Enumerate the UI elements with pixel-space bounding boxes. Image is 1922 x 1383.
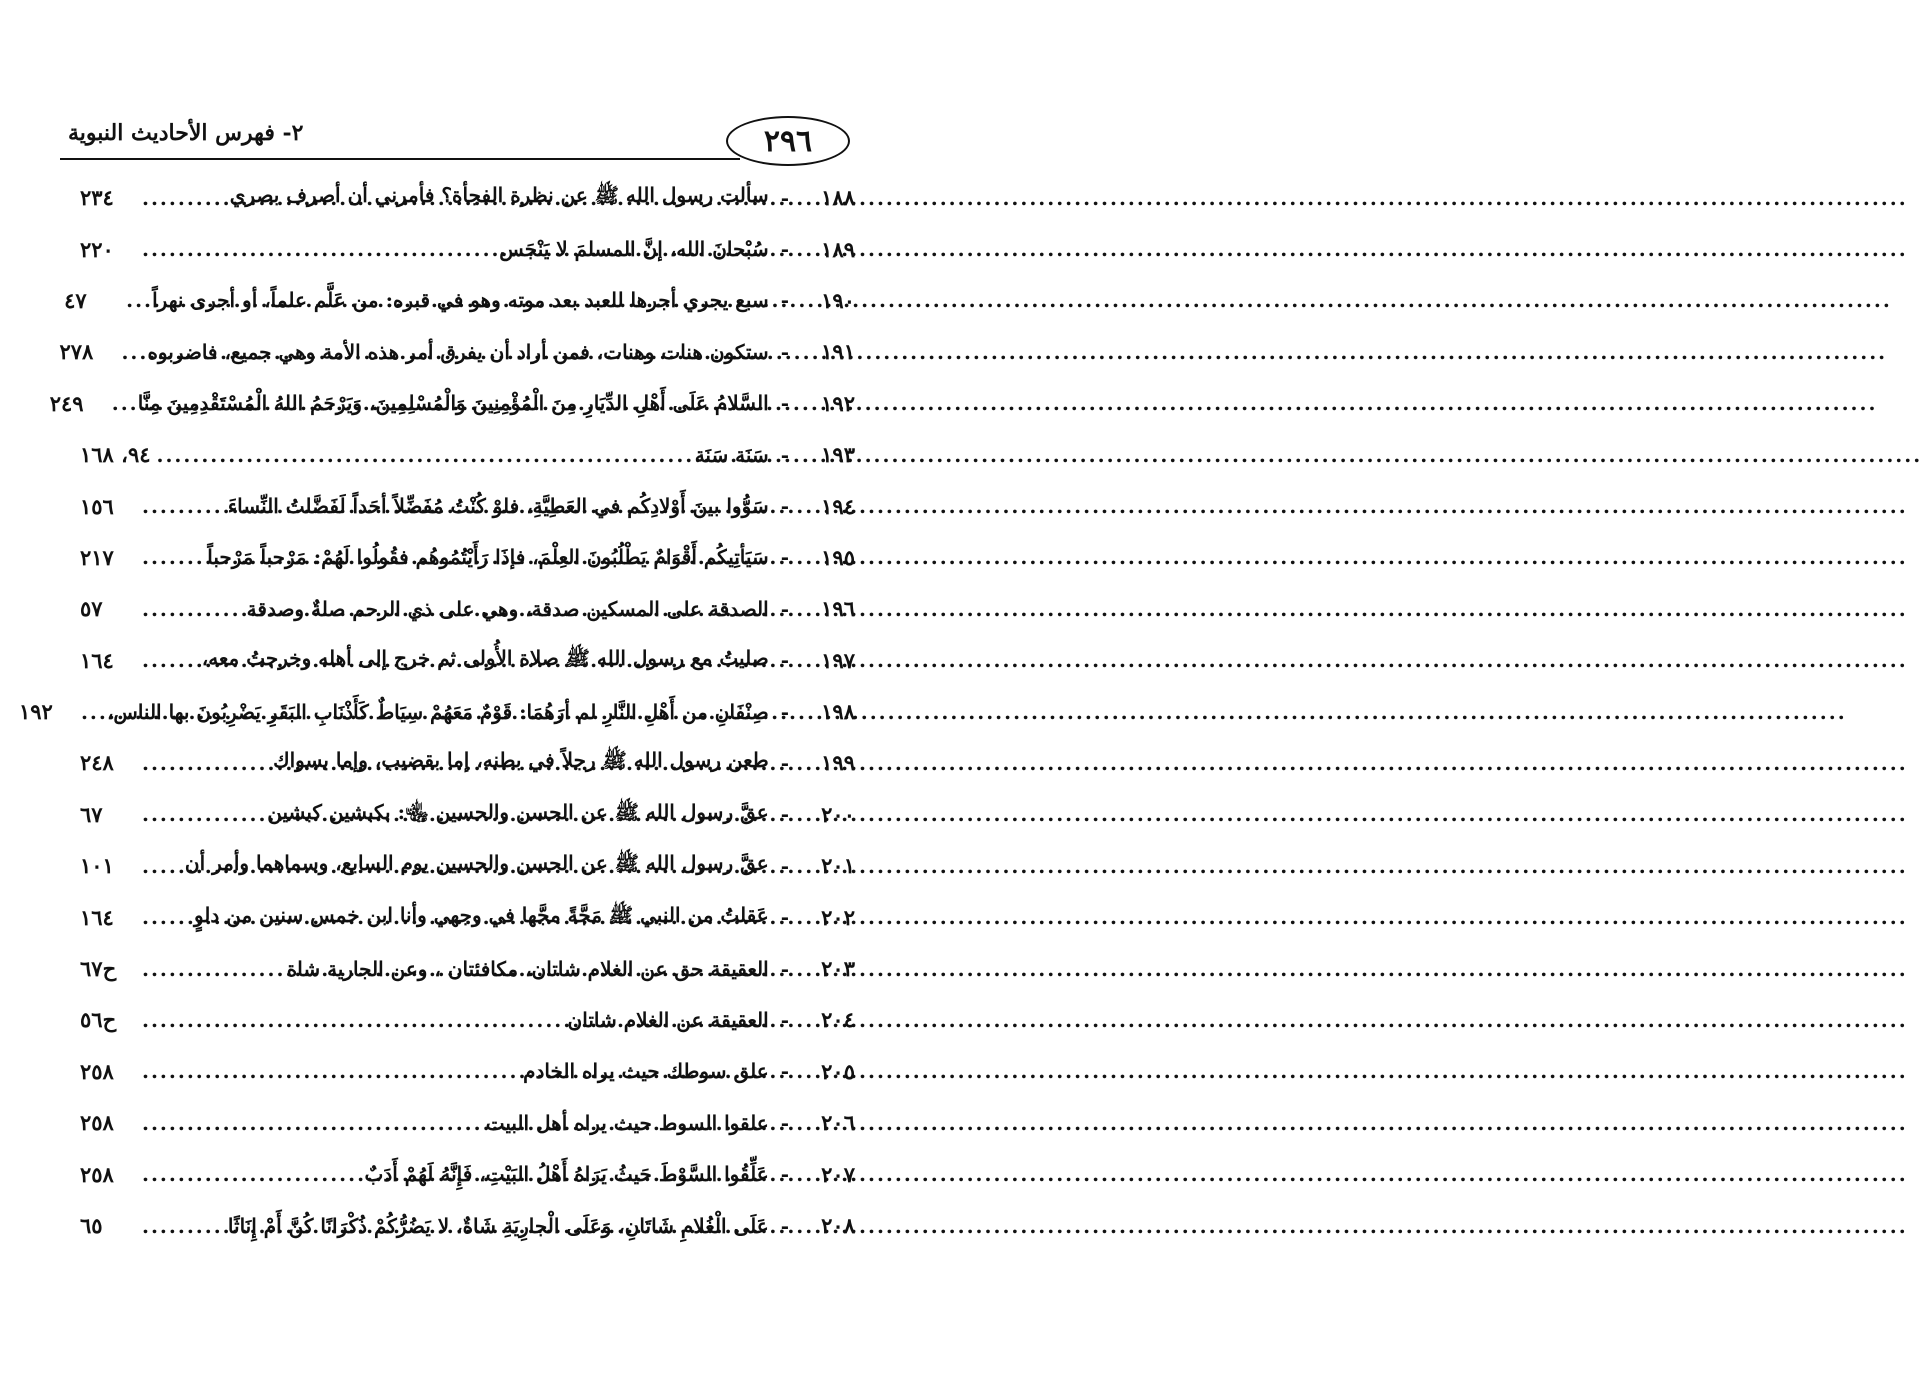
- entry-text: سَنَة سَنَة: [694, 442, 769, 467]
- entry-text: صليتُ مع رسول الله ﷺ صلاة الأُولى ثم خرج إلى أهله وخرجتُ معه،: [201, 645, 769, 670]
- entry-page-ref: ٤٧: [64, 287, 87, 313]
- entry-number: ٢٠٧: [821, 1161, 855, 1187]
- page-header: [60, 108, 850, 168]
- entry-dash: -: [780, 288, 789, 313]
- dot-leader: [142, 905, 188, 929]
- entry-text: عَلَى الْغُلامِ شَاتَانِ، وَعَلَى الْجارِيَةِ شَاةٌ، لا يَضُرُّكُمْ ذُكْرَانًا كُنَّ أَمْ إِنَاثًا: [227, 1213, 769, 1238]
- entry-number: ٢٠٥: [821, 1058, 855, 1084]
- entry-number: ١٨٨: [821, 185, 855, 211]
- index-entry: [80, 789, 855, 840]
- dot-leader: [142, 1162, 359, 1186]
- entry-dash: -: [780, 699, 789, 724]
- entry-dash: -: [780, 905, 789, 930]
- entry-dash: -: [780, 237, 789, 262]
- entry-page-ref: ٦٧: [80, 801, 103, 827]
- entry-dash: -: [780, 442, 789, 467]
- entry-text: سُبْحانَ الله، إنَّ المسلمَ لا يَنْجَس: [499, 237, 769, 262]
- index-entry: [80, 583, 855, 634]
- entry-dash: -: [780, 185, 789, 210]
- index-entry: [80, 223, 855, 274]
- entry-dash: -: [780, 1059, 789, 1084]
- entry-page-ref: ٢٧٨: [59, 339, 94, 365]
- entry-text: سَيَأتِيكُم أَقْوَامٌ يَطْلُبُونَ العِلْمَ، فإذَا رَأَيْتُمُوهُم فقُولُوا لَهُمْ: مَرْحباً مَرْحباً: [207, 545, 769, 570]
- dot-leader: [157, 443, 689, 467]
- dot-leader: [142, 1111, 480, 1135]
- entry-number: ١٩٥: [821, 544, 855, 570]
- entry-number: ٢٠٦: [821, 1110, 855, 1136]
- dot-leader: [81, 700, 101, 724]
- index-entry: [80, 891, 855, 942]
- entry-number: ٢٠٨: [821, 1213, 855, 1238]
- index-entry: [80, 172, 855, 223]
- entry-dash: -: [780, 545, 789, 570]
- entry-page-ref: ح٥٦: [80, 1007, 117, 1033]
- index-entry: [59, 326, 855, 377]
- dot-leader: [142, 237, 493, 261]
- entry-page-ref: ١٩٢: [18, 699, 53, 725]
- entry-text: علقوا السوط حيث يراه أهل البيت: [485, 1110, 769, 1135]
- entry-number: ٢٠٤: [821, 1007, 855, 1033]
- dot-leader: [142, 545, 201, 569]
- dot-leader: [142, 854, 179, 878]
- entry-number: ١٩٩: [821, 750, 855, 776]
- index-entry: [80, 1148, 855, 1199]
- entry-dash: -: [780, 339, 789, 364]
- entry-number: ١٩٠: [821, 287, 855, 313]
- entry-dash: -: [780, 1110, 789, 1135]
- entry-dash: -: [780, 596, 789, 621]
- entry-page-ref: ٢٤٩: [49, 390, 84, 416]
- entry-dash: -: [780, 802, 789, 827]
- index-entry: [80, 840, 855, 891]
- entry-number: ٢٠٠: [821, 801, 855, 827]
- entry-dash: -: [780, 494, 789, 519]
- entry-page-ref: ٥٧: [80, 596, 103, 622]
- index-entry: [80, 943, 855, 994]
- dot-leader: [142, 957, 281, 981]
- dot-leader: [142, 494, 222, 518]
- entry-page-ref: ٢١٧: [80, 544, 114, 570]
- entry-page-ref: ٢٥٨: [80, 1058, 114, 1084]
- entry-dash: -: [780, 648, 789, 673]
- entry-text: العقيقة حق عن الغلام شاتان، مكافئتان ، وعن الجارية شاة: [286, 956, 769, 981]
- index-entry: [80, 1200, 855, 1251]
- dot-leader: [142, 597, 241, 621]
- entry-page-ref: ١٥٦: [80, 493, 114, 519]
- entry-text: سألت رسول الله ﷺ عن نظرة الفجأة؟ فأمرني أن أصرف بصري: [229, 183, 769, 208]
- entry-number: ٢٠٢: [821, 904, 855, 930]
- dot-leader: [142, 802, 261, 826]
- entry-number: ٢٠١: [821, 853, 855, 879]
- entry-text: ستكون هنات وهنات، فمن أراد أن يفرق أمر هذه الأمة وهي جميع، فاضربوه: [147, 339, 769, 364]
- dot-leader: [142, 1059, 517, 1083]
- entry-text: عقَّ رسول الله ﷺ عن الحسن والحسين ﵄: بكبشين كبشين: [267, 799, 769, 824]
- entry-page-ref: ح٦٧: [80, 956, 117, 982]
- entry-page-ref: ١٦٤: [80, 904, 114, 930]
- index-entry: [80, 480, 855, 531]
- running-title: ٢- فهرس الأحاديث النبوية: [68, 120, 304, 146]
- index-entry: [49, 378, 855, 429]
- index-entry: [80, 994, 855, 1045]
- entry-page-ref: ٢٢٠: [80, 236, 114, 262]
- entry-page-ref: ٦٥: [80, 1213, 103, 1238]
- entry-text: صِنْفَانِ من أَهْلِ النَّارِ لم أرَهُمَا: قَوْمٌ مَعَهُمْ سِيَاطٌ كَأَذْنَابِ البَقَرِ يَضْرِبُونَ بها الناس،: [106, 699, 769, 724]
- index-entry: [80, 429, 855, 480]
- index-entry: [80, 635, 855, 686]
- entry-text: السَّلامُ عَلَى أَهْلِ الدِّيَارِ مِنَ الْمُؤْمِنِينَ وَالْمُسْلِمِينَ، وَيَرْحَمُ اللهُ الْمُسْتَقْدِمِينَ مِنَّا: [137, 391, 769, 416]
- entry-dash: -: [780, 956, 789, 981]
- entry-text: الصدقة على المسكين صدقة، وهي على ذي الرحم صلةٌ وصدقة: [246, 596, 769, 621]
- entry-dash: -: [780, 1162, 789, 1187]
- entry-page-ref: ٩٤، ١٦٨: [80, 442, 151, 468]
- hadith-index-list: [18, 172, 855, 1251]
- index-entry: [18, 686, 855, 737]
- entry-number: ١٩٦: [821, 596, 855, 622]
- entry-dash: -: [780, 1007, 789, 1032]
- entry-number: ١٩٧: [821, 647, 855, 673]
- entry-number: ١٩١: [821, 339, 855, 365]
- entry-page-ref: ١٠١: [80, 853, 114, 879]
- entry-dash: -: [780, 853, 789, 878]
- entry-page-ref: ٢٥٨: [80, 1110, 114, 1136]
- entry-page-ref: ١٦٤: [80, 647, 114, 673]
- dot-leader: [142, 648, 196, 672]
- index-entry: [80, 1046, 855, 1097]
- dot-leader: [142, 186, 224, 210]
- dot-leader: [112, 391, 132, 415]
- dot-leader: [126, 288, 146, 312]
- index-entry: [80, 1097, 855, 1148]
- dot-leader: [142, 1214, 222, 1238]
- dot-leader: [121, 340, 141, 364]
- index-entry: [80, 532, 855, 583]
- entry-text: سبع يجري أجرها للعبد بعد موته وهو في قبره: من عَلَّم علماً، أو أجرى نهراً: [152, 288, 769, 313]
- index-entry: [80, 737, 855, 788]
- entry-dash: -: [780, 750, 789, 775]
- entry-text: طعن رسول الله ﷺ رجلاً في بطنه، إما بقضيب، وإما بسواك: [273, 748, 769, 773]
- entry-page-ref: ٢٥٨: [80, 1161, 114, 1187]
- dot-leader: [142, 1008, 562, 1032]
- entry-text: عَلِّقُوا السَّوْطَ حَيثُ يَرَاهُ أَهْلُ البَيْتِ، فَإِنَّهُ لَهُمْ أَدَبٌ: [364, 1162, 769, 1187]
- entry-text: عقَّ رسول الله ﷺ عن الحسن والحسين يوم السابع، وسماهما وأمر أن: [184, 851, 769, 876]
- entry-number: ٢٠٣: [821, 956, 855, 982]
- entry-text: عَقلتُ من النبي ﷺ مَجَّةً مجَّها في وجهي وأنا ابن خمس سنين من دلوٍ: [193, 902, 769, 927]
- entry-number: ١٩٨: [821, 699, 855, 725]
- entry-number: ١٩٢: [821, 390, 855, 416]
- entry-page-ref: ٢٣٤: [80, 185, 114, 211]
- entry-number: ١٩٣: [821, 442, 855, 468]
- book-page: [0, 0, 937, 1383]
- entry-page-ref: ٢٤٨: [80, 750, 114, 776]
- index-entry: [64, 275, 855, 326]
- entry-number: ١٩٤: [821, 493, 855, 519]
- entry-text: سَوُّوا بينَ أَوْلادِكُم في العَطِيَّةِ، فلوْ كُنْتُ مُفَضِّلاً أحَداً لَفَضَّلتُ النِّساءَ: [227, 494, 769, 519]
- entry-dash: -: [780, 1213, 789, 1238]
- entry-text: علق سوطك حيث يراه الخادم: [523, 1059, 769, 1084]
- entry-text: العقيقة عن الغلام شاتان: [567, 1007, 769, 1032]
- entry-dash: -: [780, 391, 789, 416]
- dot-leader: [142, 751, 267, 775]
- entry-number: ١٨٩: [821, 236, 855, 262]
- header-divider: [60, 158, 740, 160]
- page-number: ٢٩٦: [726, 116, 850, 166]
